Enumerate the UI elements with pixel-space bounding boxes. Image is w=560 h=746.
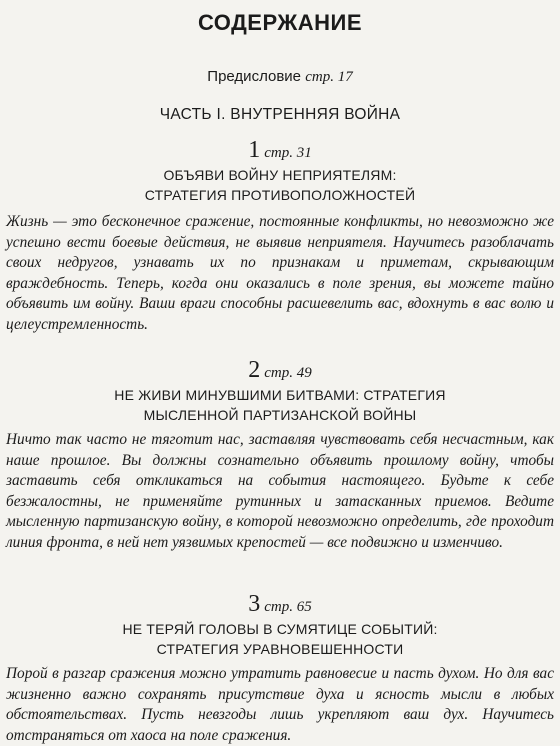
page-title: СОДЕРЖАНИЕ [197, 10, 363, 35]
chapter-heading [0, 592, 560, 616]
chapter-number: 1 [248, 137, 261, 163]
chapter-title [0, 165, 560, 205]
chapter-3-description: Порой в разгар сражения можно утратить равновесие и пасть духом. Но для вас жизненно важно сохранять присутствие духа и ясность мысли в любых обстоятельствах. Пусть невзгоды лишь укрепляют ваш дух. Научитесь отстраняться от хаоса на поле сражения. [6, 665, 554, 744]
chapter-title [0, 385, 560, 425]
chapter-heading [0, 138, 560, 162]
chapter-2-header[interactable] [0, 358, 560, 425]
chapter-page-number: стр. 31 [264, 145, 312, 161]
chapter-page-number: стр. 65 [264, 599, 312, 615]
chapter-title-line: СТРАТЕГИЯ ПРОТИВОПОЛОЖНОСТЕЙ [144, 187, 416, 203]
chapter-1-header[interactable] [0, 138, 560, 205]
chapter-title-line: ОБЪЯВИ ВОЙНУ НЕПРИЯТЕЛЯМ: [163, 167, 397, 183]
chapter-3-header[interactable] [0, 592, 560, 659]
chapter-title-line: МЫСЛЕННОЙ ПАРТИЗАНСКОЙ ВОЙНЫ [143, 407, 417, 423]
preface-label: Предисловие [207, 68, 302, 85]
chapter-title [0, 619, 560, 659]
preface-entry[interactable] [0, 68, 560, 86]
chapter-2-description: Ничто так часто не тяготит нас, заставляя чувствовать себя несчастным, как наше прошлое. Вы должны сознательно объявить прошлому войну, чтобы заставить себя откликаться на события настоящего. Будьте к себе безжалостны, не применяйте рутинных и затасканных приемов. Ведите мысленную партизанскую войну, в которой невозможно определить, где проходит линия фронта, в ней нет уязвимых крепостей — все подвижно и изменчиво. [6, 431, 554, 551]
preface-page-number: стр. 17 [305, 69, 353, 85]
chapter-number: 3 [248, 591, 261, 617]
part-heading: ЧАСТЬ I. ВНУТРЕННЯЯ ВОЙНА [159, 106, 401, 123]
chapter-title-line: СТРАТЕГИЯ УРАВНОВЕШЕННОСТИ [156, 641, 404, 657]
chapter-title-line: НЕ ЖИВИ МИНУВШИМИ БИТВАМИ: СТРАТЕГИЯ [114, 387, 446, 403]
chapter-1-description: Жизнь — это бесконечное сражение, постоянные конфликты, но невозможно же успешно вести боевые действия, не выявив неприятеля. Научитесь разоблачать своих недругов, узнавать их по признакам и приметам, скрывающим враждебность. Теперь, когда они оказались в поле зрения, вы можете тайно объявить им войну. Ваши враги способны расшевелить вас, вдохнуть в вас волю и целеустремленность. [6, 213, 554, 333]
chapter-heading [0, 358, 560, 382]
chapter-title-line: НЕ ТЕРЯЙ ГОЛОВЫ В СУМЯТИЦЕ СОБЫТИЙ: [122, 621, 438, 637]
chapter-page-number: стр. 49 [264, 365, 312, 381]
chapter-number: 2 [248, 357, 261, 383]
